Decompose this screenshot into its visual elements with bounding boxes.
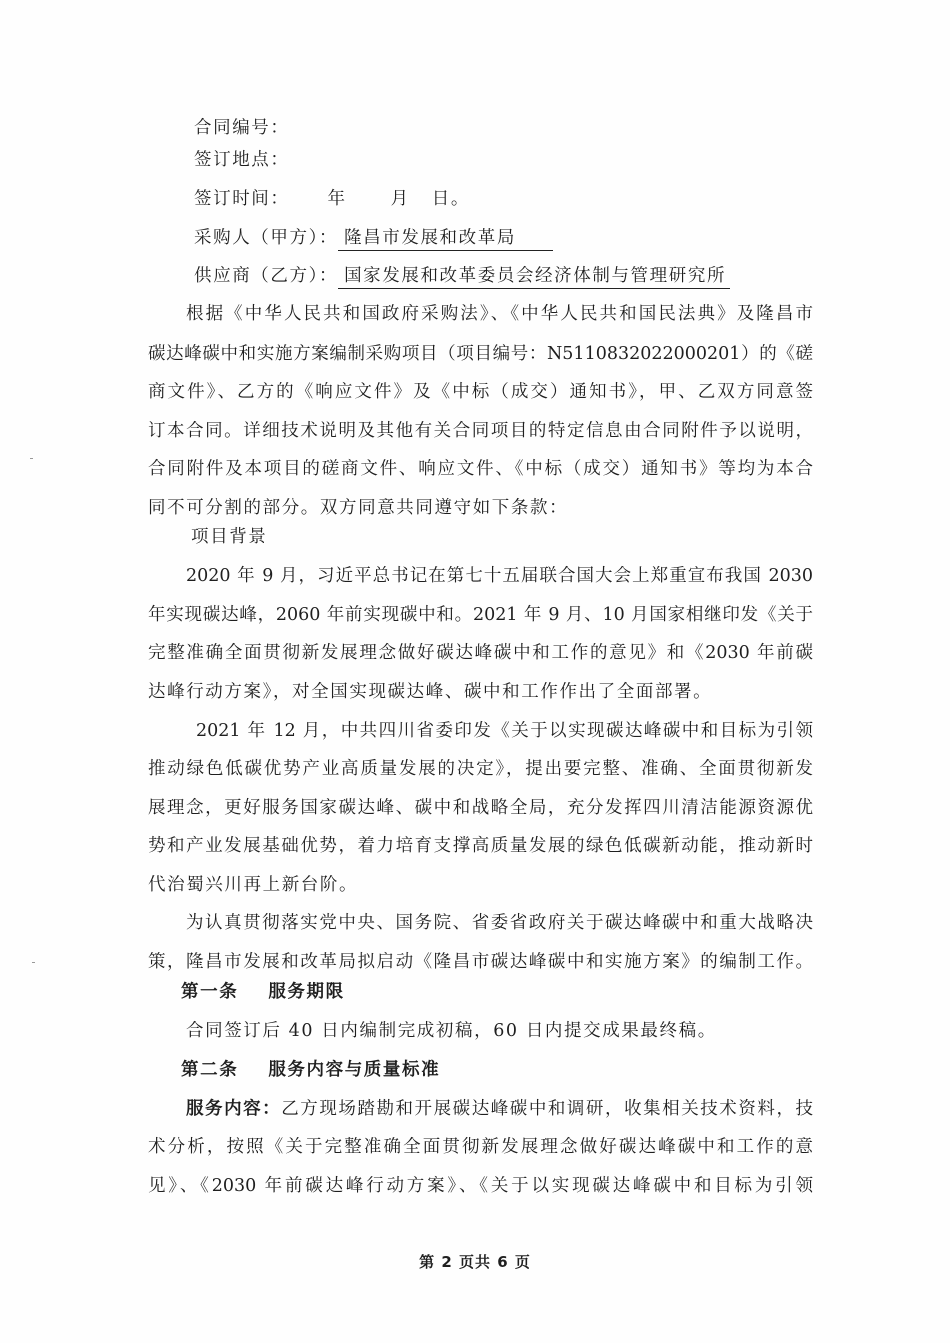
scan-speck bbox=[32, 962, 35, 963]
article-1-body: 合同签订后 40 日内编制完成初稿，60 日内提交成果最终稿。 bbox=[186, 1021, 717, 1041]
paragraph-line: 完整准确全面贯彻新发展理念做好碳达峰碳中和工作的意见》和《2030 年前碳 bbox=[148, 643, 813, 663]
paragraph-line: 策，隆昌市发展和改革局拟启动《隆昌市碳达峰碳中和实施方案》的编制工作。 bbox=[148, 952, 813, 972]
paragraph-line: 达峰行动方案》，对全国实现碳达峰、碳中和工作作出了全面部署。 bbox=[148, 682, 713, 702]
buyer-value: 隆昌市发展和改革局 bbox=[338, 226, 553, 251]
intro-line: 商文件》、乙方的《响应文件》及《中标（成交）通知书》，甲、乙双方同意签 bbox=[148, 382, 813, 402]
intro-line: 同不可分割的部分。双方同意共同遵守如下条款： bbox=[148, 498, 569, 518]
article-2-line: 见》、《2030 年前碳达峰行动方案》、《关于以实现碳达峰碳中和目标为引领 bbox=[148, 1176, 813, 1196]
paragraph-line: 2020 年 9 月，习近平总书记在第七十五届联合国大会上郑重宣布我国 2030 bbox=[186, 566, 813, 586]
paragraph-line: 年实现碳达峰，2060 年前实现碳中和。2021 年 9 月、10 月国家相继印发《关于 bbox=[148, 605, 813, 625]
intro-line: 碳达峰碳中和实施方案编制采购项目（项目编号：N5110832022000201）的《磋 bbox=[148, 344, 813, 364]
supplier-value: 国家发展和改革委员会经济体制与管理研究所 bbox=[338, 264, 730, 289]
paragraph-line: 为认真贯彻落实党中央、国务院、省委省政府关于碳达峰碳中和重大战略决 bbox=[186, 913, 813, 933]
intro-line: 根据《中华人民共和国政府采购法》、《中华人民共和国民法典》及隆昌市 bbox=[186, 304, 813, 324]
supplier-label: 供应商（乙方）： bbox=[194, 266, 339, 286]
paragraph-line: 势和产业发展基础优势，着力培育支撑高质量发展的绿色低碳新动能，推动新时 bbox=[148, 836, 813, 856]
article-1-heading bbox=[181, 980, 846, 1004]
article-2-line bbox=[186, 1097, 813, 1121]
article-2-heading bbox=[181, 1058, 846, 1082]
article-1-number: 第一条 bbox=[181, 982, 239, 1002]
article-1-title: 服务期限 bbox=[268, 982, 345, 1002]
page-number-footer: 第 2 页共 6 页 bbox=[419, 1253, 531, 1271]
paragraph-line: 展理念，更好服务国家碳达峰、碳中和战略全局，充分发挥四川清洁能源资源优 bbox=[148, 798, 813, 818]
paragraph-line: 代治蜀兴川再上新台阶。 bbox=[148, 875, 359, 895]
article-2-number: 第二条 bbox=[181, 1060, 239, 1080]
article-2-line: 术分析，按照《关于完整准确全面贯彻新发展理念做好碳达峰碳中和工作的意 bbox=[148, 1137, 813, 1157]
signing-time-row bbox=[194, 187, 859, 211]
intro-line: 合同附件及本项目的磋商文件、响应文件、《中标（成交）通知书》等均为本合 bbox=[148, 459, 813, 479]
signing-time-label: 签订时间： bbox=[194, 189, 290, 209]
signing-day: 日。 bbox=[431, 189, 470, 209]
buyer-row bbox=[194, 226, 859, 251]
signing-year: 年 bbox=[327, 189, 347, 209]
intro-line: 订本合同。详细技术说明及其他有关合同项目的特定信息由合同附件予以说明， bbox=[148, 421, 813, 441]
scan-speck bbox=[30, 458, 33, 459]
buyer-label: 采购人（甲方）： bbox=[194, 228, 339, 248]
signing-month: 月 bbox=[390, 189, 410, 209]
contract-number-label: 合同编号： bbox=[194, 118, 290, 138]
paragraph-line: 2021 年 12 月，中共四川省委印发《关于以实现碳达峰碳中和目标为引领 bbox=[196, 721, 813, 741]
supplier-row bbox=[194, 264, 859, 289]
service-content-label: 服务内容： bbox=[186, 1099, 282, 1119]
article-2-title: 服务内容与质量标准 bbox=[268, 1060, 441, 1080]
section-title-background: 项目背景 bbox=[191, 527, 268, 547]
service-content-text: 乙方现场踏勘和开展碳达峰碳中和调研，收集相关技术资料，技 bbox=[281, 1099, 813, 1119]
signing-place-label: 签订地点： bbox=[194, 150, 290, 170]
paragraph-line: 推动绿色低碳优势产业高质量发展的决定》，提出要完整、准确、全面贯彻新发 bbox=[148, 759, 813, 779]
